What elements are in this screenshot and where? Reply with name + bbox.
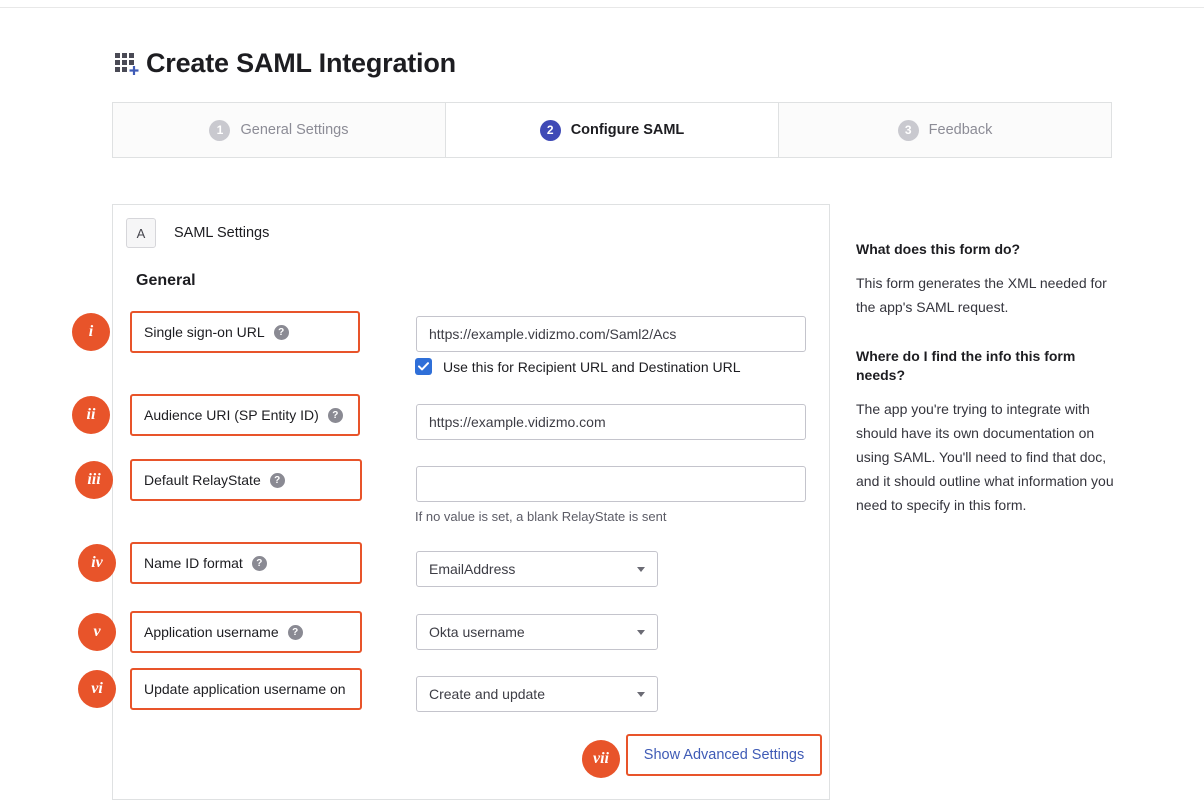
- label-application-username-text: Application username: [144, 624, 279, 640]
- label-default-relaystate: [130, 459, 362, 501]
- name-id-format-value: EmailAddress: [429, 561, 516, 577]
- step-general-settings[interactable]: [113, 103, 446, 157]
- step-2-label: Configure SAML: [570, 122, 685, 138]
- top-bar: [0, 0, 1204, 8]
- label-update-application-username-text: Update application username on: [144, 681, 346, 697]
- help-icon-application-username[interactable]: ?: [288, 625, 303, 640]
- update-application-username-value: Create and update: [429, 686, 545, 702]
- label-default-relaystate-text: Default RelayState: [144, 472, 261, 488]
- marker-ii: ii: [72, 396, 110, 434]
- section-badge-a: A: [126, 218, 156, 248]
- card-header-title: SAML Settings: [174, 225, 270, 241]
- application-username-value: Okta username: [429, 624, 525, 640]
- marker-v: v: [78, 613, 116, 651]
- marker-iii: iii: [75, 461, 113, 499]
- label-name-id-format: [130, 542, 362, 584]
- help-icon-name-id-format[interactable]: ?: [252, 556, 267, 571]
- general-section-title: General: [136, 272, 196, 289]
- label-single-sign-on-url-text: Single sign-on URL: [144, 324, 265, 340]
- marker-vi: vi: [78, 670, 116, 708]
- label-single-sign-on-url: [130, 311, 360, 353]
- recipient-url-checkbox-row[interactable]: [415, 358, 741, 375]
- help-icon-audience-uri[interactable]: ?: [328, 408, 343, 423]
- update-application-username-select[interactable]: [416, 676, 658, 712]
- show-advanced-settings-button[interactable]: [626, 734, 822, 776]
- audience-uri-input[interactable]: [416, 404, 806, 440]
- marker-iv: iv: [78, 544, 116, 582]
- page-title-text: Create SAML Integration: [146, 48, 456, 78]
- step-1-label: General Settings: [240, 122, 349, 138]
- label-audience-uri: [130, 394, 360, 436]
- chevron-down-icon-application-username: [637, 630, 645, 635]
- recipient-url-checkbox[interactable]: [415, 358, 432, 375]
- marker-i: i: [72, 313, 110, 351]
- relaystate-hint: If no value is set, a blank RelayState is sent: [415, 509, 667, 524]
- page-title: [112, 48, 456, 78]
- wizard-stepper: [112, 102, 1112, 158]
- step-3-number: 3: [898, 120, 919, 141]
- help-panel: [856, 240, 1118, 545]
- label-update-application-username: [130, 668, 362, 710]
- marker-vii: vii: [582, 740, 620, 778]
- application-username-select[interactable]: [416, 614, 658, 650]
- chevron-down-icon-update-application-username: [637, 692, 645, 697]
- help-question-1: What does this form do?: [856, 241, 1021, 257]
- help-answer-1: This form generates the XML needed for the app's SAML request.: [856, 275, 1107, 315]
- chevron-down-icon-name-id-format: [637, 567, 645, 572]
- step-feedback[interactable]: [779, 103, 1111, 157]
- step-3-label: Feedback: [928, 122, 993, 138]
- step-configure-saml[interactable]: [446, 103, 779, 157]
- label-application-username: [130, 611, 362, 653]
- help-icon-sso-url[interactable]: ?: [274, 325, 289, 340]
- show-advanced-settings-label: Show Advanced Settings: [643, 747, 805, 763]
- label-name-id-format-text: Name ID format: [144, 555, 243, 571]
- help-answer-2: The app you're trying to integrate with should have its own documentation on using SAML. You'll need to find that doc, and it should outline what information you need to specify in this form.: [856, 401, 1114, 513]
- step-2-number: 2: [540, 120, 561, 141]
- name-id-format-select[interactable]: [416, 551, 658, 587]
- label-audience-uri-text: Audience URI (SP Entity ID): [144, 407, 319, 423]
- single-sign-on-url-input[interactable]: [416, 316, 806, 352]
- help-question-2: Where do I find the info this form needs?: [856, 348, 1076, 383]
- card-header: [126, 218, 269, 248]
- grid-plus-icon: [112, 48, 142, 78]
- help-icon-relaystate[interactable]: ?: [270, 473, 285, 488]
- default-relaystate-input[interactable]: [416, 466, 806, 502]
- step-1-number: 1: [209, 120, 230, 141]
- recipient-url-checkbox-label: Use this for Recipient URL and Destination URL: [443, 358, 741, 375]
